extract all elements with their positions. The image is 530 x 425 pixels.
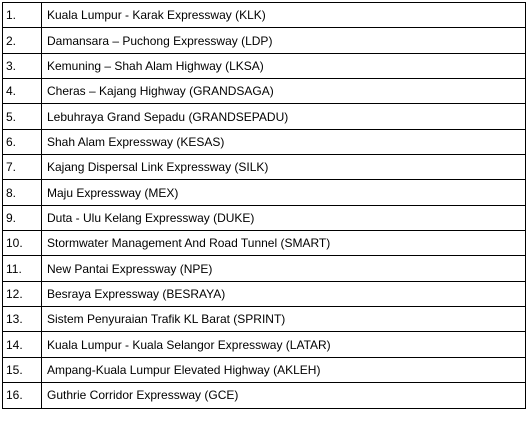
row-number: 5.	[3, 104, 42, 129]
table-row	[3, 281, 526, 306]
row-number: 11.	[3, 256, 42, 281]
table-row	[3, 155, 526, 180]
row-number: 8.	[3, 180, 42, 205]
row-number: 13.	[3, 307, 42, 332]
row-number: 12.	[3, 281, 42, 306]
highway-name: Guthrie Corridor Expressway (GCE)	[42, 383, 526, 408]
highway-table	[2, 2, 526, 409]
row-number: 16.	[3, 383, 42, 408]
highway-name: Ampang-Kuala Lumpur Elevated Highway (AKLEH)	[42, 357, 526, 382]
row-number: 7.	[3, 155, 42, 180]
highway-name: Duta - Ulu Kelang Expressway (DUKE)	[42, 205, 526, 230]
highway-name: Kuala Lumpur - Kuala Selangor Expressway (LATAR)	[42, 332, 526, 357]
highway-name: Besraya Expressway (BESRAYA)	[42, 281, 526, 306]
highway-name: Cheras – Kajang Highway (GRANDSAGA)	[42, 79, 526, 104]
table-row	[3, 307, 526, 332]
row-number: 4.	[3, 79, 42, 104]
row-number: 14.	[3, 332, 42, 357]
table-row	[3, 3, 526, 28]
table-row	[3, 180, 526, 205]
table-row	[3, 129, 526, 154]
highway-name: Lebuhraya Grand Sepadu (GRANDSEPADU)	[42, 104, 526, 129]
highway-name: Kuala Lumpur - Karak Expressway (KLK)	[42, 3, 526, 28]
row-number: 3.	[3, 53, 42, 78]
highway-name: Kajang Dispersal Link Expressway (SILK)	[42, 155, 526, 180]
row-number: 1.	[3, 3, 42, 28]
table-row	[3, 28, 526, 53]
highway-name: Sistem Penyuraian Trafik KL Barat (SPRINT)	[42, 307, 526, 332]
row-number: 15.	[3, 357, 42, 382]
row-number: 9.	[3, 205, 42, 230]
row-number: 2.	[3, 28, 42, 53]
highway-table-body	[3, 3, 526, 409]
highway-name: Damansara – Puchong Expressway (LDP)	[42, 28, 526, 53]
highway-name: Shah Alam Expressway (KESAS)	[42, 129, 526, 154]
highway-list	[2, 2, 526, 409]
table-row	[3, 357, 526, 382]
table-row	[3, 231, 526, 256]
table-row	[3, 383, 526, 408]
row-number: 10.	[3, 231, 42, 256]
highway-name: New Pantai Expressway (NPE)	[42, 256, 526, 281]
table-row	[3, 205, 526, 230]
row-number: 6.	[3, 129, 42, 154]
highway-name: Stormwater Management And Road Tunnel (SMART)	[42, 231, 526, 256]
table-row	[3, 332, 526, 357]
table-row	[3, 79, 526, 104]
highway-name: Maju Expressway (MEX)	[42, 180, 526, 205]
table-row	[3, 104, 526, 129]
table-row	[3, 53, 526, 78]
table-row	[3, 256, 526, 281]
highway-name: Kemuning – Shah Alam Highway (LKSA)	[42, 53, 526, 78]
